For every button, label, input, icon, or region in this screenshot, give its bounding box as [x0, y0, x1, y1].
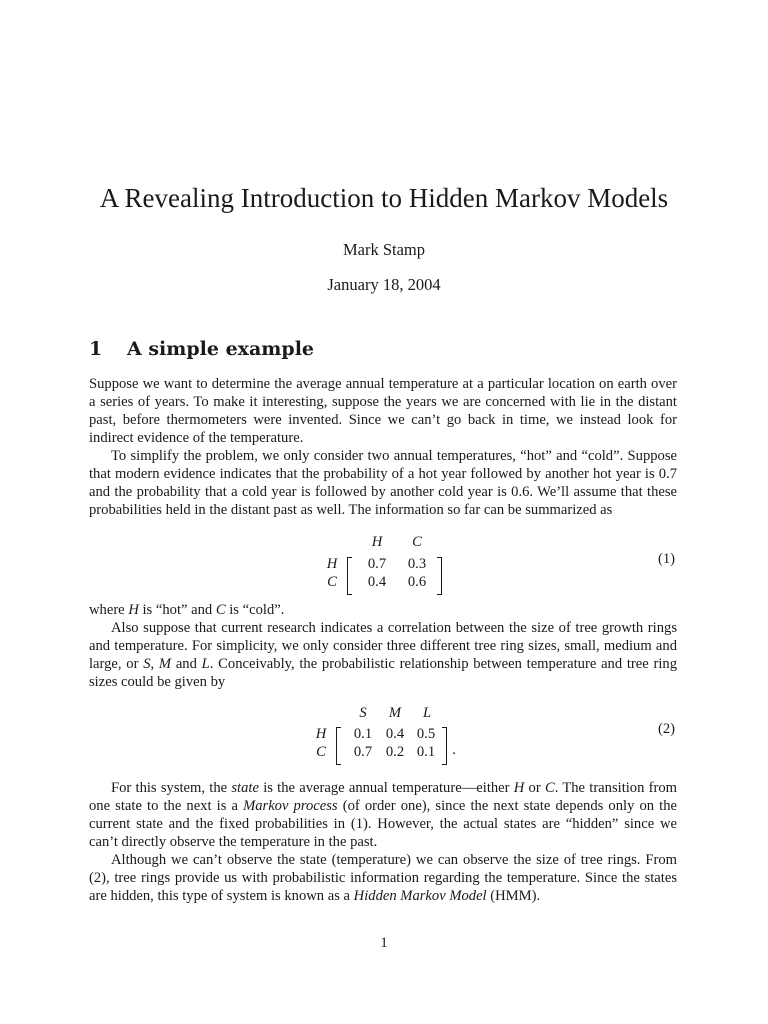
text: ,: [150, 656, 159, 672]
right-bracket: [442, 727, 447, 765]
text: or: [524, 780, 545, 796]
left-bracket: [336, 727, 341, 765]
matrix2-cell: 0.5: [416, 726, 436, 742]
equation-period: .: [452, 742, 456, 758]
text: is the average annual temperature—either: [258, 780, 514, 796]
text: . The transition from one state to the next is a: [89, 780, 678, 814]
matrix2-cell: 0.1: [416, 744, 436, 760]
section-heading: [89, 338, 314, 360]
text: Although we can’t observe the state (temperature) we can observe the size of tree rings. From (2), tree rings provide us with probabilistic information regarding the temperature. Since the states are hidden, this type of system is known as a: [89, 852, 677, 904]
math-var: H: [513, 780, 525, 796]
matrix1-cell: 0.4: [367, 574, 387, 590]
text: For this system, the: [111, 780, 232, 796]
paragraph-where: [89, 601, 677, 619]
paragraph-simplify: To simplify the problem, we only consider two annual temperatures, “hot” and “cold”. Suppose that modern evidence indicates that the probability of a hot year followed by another hot year is 0.7 and the probability that a cold year is followed by another cold year is 0.6. We’ll assume that these probabilities held in the distant past as well. The information so far can be summarized as: [89, 448, 677, 518]
emphasis: Hidden Markov Model: [353, 888, 487, 904]
text: (HMM).: [486, 888, 541, 904]
matrix1-cell: 0.7: [367, 556, 387, 572]
matrix1-cell: 0.6: [407, 574, 427, 590]
math-var: S: [143, 656, 151, 672]
section-number: 1: [89, 338, 103, 360]
text: (of order one), since the next state depends only on the current state and the fixed probabilities in (1). However, the actual states are “hidden” since we can’t directly observe the temperature in the past.: [89, 798, 678, 850]
page-number: 1: [380, 935, 388, 951]
text: . Conceivably, the probabilistic relationship between temperature and tree ring sizes could be given by: [89, 656, 677, 690]
text: is “hot” and: [138, 602, 216, 618]
matrix2-cell: 0.7: [353, 744, 373, 760]
emphasis: Markov process: [243, 798, 338, 814]
math-var: L: [201, 656, 210, 672]
text: is “cold”.: [225, 602, 285, 618]
text: Also suppose that current research indicates a correlation between the size of tree growth rings and temperature. For simplicity, we only consider three different tree ring sizes, small, medium and large, or: [89, 620, 677, 672]
matrix2-cell: 0.1: [353, 726, 373, 742]
author-name: Mark Stamp: [342, 240, 426, 259]
matrix1-row-header: C: [327, 574, 337, 590]
matrix2-col-header: M: [388, 705, 402, 721]
text: where: [89, 602, 129, 618]
paper-date: January 18, 2004: [327, 275, 441, 294]
matrix1-cell: 0.3: [407, 556, 427, 572]
equation-number: (2): [658, 721, 676, 737]
equation-number: (1): [658, 551, 676, 567]
matrix2-cell: 0.4: [385, 726, 405, 742]
paragraph-system: [89, 779, 677, 851]
matrix2-col-header: L: [422, 705, 432, 721]
paper-title: A Revealing Introduction to Hidden Markov Models: [99, 183, 669, 213]
text: and: [171, 656, 202, 672]
paragraph-tree-rings: [89, 619, 677, 691]
matrix2-row-header: H: [315, 726, 327, 742]
matrix2-col-header: S: [359, 705, 367, 721]
left-bracket: [347, 557, 352, 595]
matrix2-cell: 0.2: [385, 744, 405, 760]
emphasis: state: [231, 780, 259, 796]
math-var: M: [158, 656, 172, 672]
math-var: H: [128, 602, 139, 618]
paragraph-hmm: [89, 851, 677, 905]
matrix1-col-header: H: [371, 534, 383, 550]
math-var: C: [215, 602, 226, 618]
matrix2-row-header: C: [316, 744, 326, 760]
section-title: A simple example: [127, 338, 315, 360]
matrix1-row-header: H: [326, 556, 338, 572]
paragraph-intro: Suppose we want to determine the average annual temperature at a particular location on earth over a series of years. To make it interesting, suppose the years we are concerned with lie in the distant past, before thermometers were invented. Since we can’t go back in time, we instead look for indirect evidence of the temperature.: [89, 376, 677, 446]
matrix1-col-header: C: [412, 534, 422, 550]
right-bracket: [437, 557, 442, 595]
math-var: C: [544, 780, 555, 796]
